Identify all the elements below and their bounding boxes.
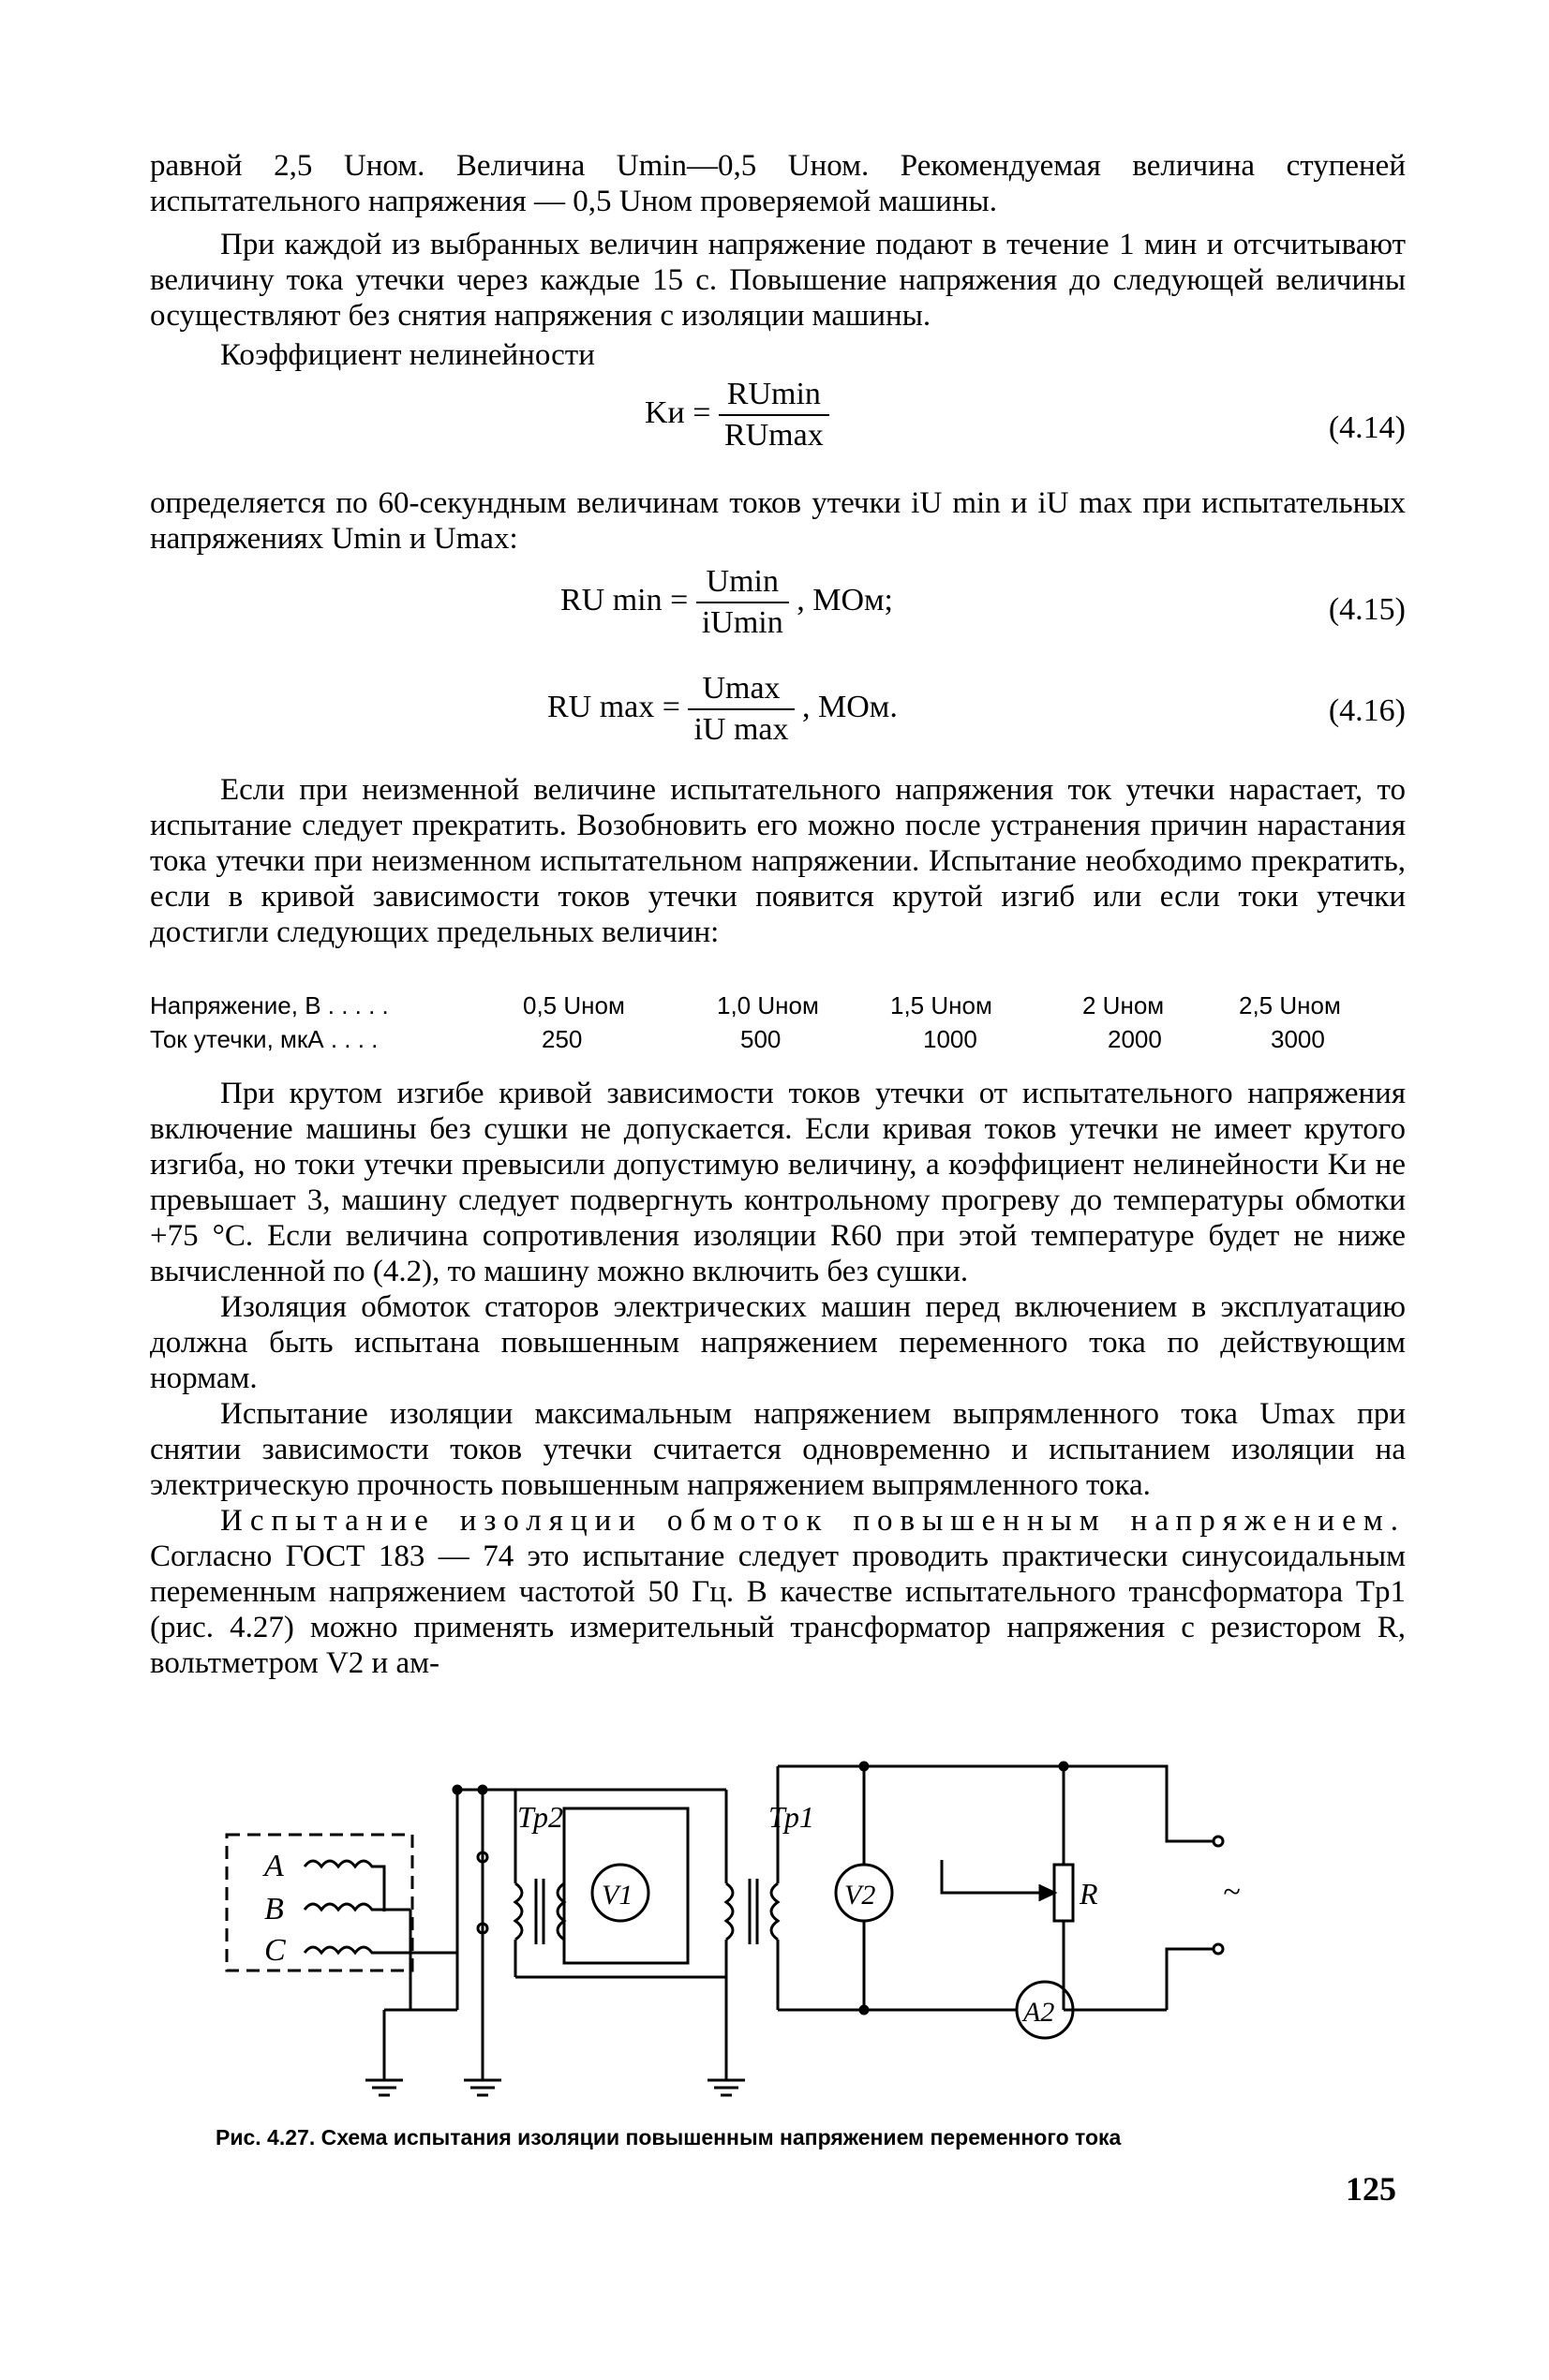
junction (860, 2006, 868, 2014)
text-block-4 (150, 1076, 1406, 1681)
eq16-lhs: RU max (547, 689, 655, 724)
equation-number-4-16: (4.16) (1328, 693, 1406, 728)
current-cell: 3000 (1271, 1025, 1325, 1053)
eq15-fraction (696, 564, 789, 641)
current-cell: 500 (740, 1025, 782, 1053)
eq15-denominator: iUmin (701, 605, 783, 640)
figure-caption: Рис. 4.27. Схема испытания изоляции повышенным напряжением переменного тока (216, 2125, 1122, 2149)
eq15-numerator: Umin (696, 564, 789, 603)
section-heading: Испытание изоляции обмоток повышенным напряжением. (220, 1504, 1406, 1538)
rheostat-slider-wire (942, 1860, 1048, 1893)
eq16-fraction (688, 671, 794, 748)
paragraph-5: Если при неизменной величине испытательного напряжения ток утечки нарастает, то испытание следует прекратить. Возобновить его можно после устранения причин нарастания тока утечки при неизменном испытательном напряжении. Испытание необходимо прекратить, если в кривой зависимости токов утечки появится крутой изгиб или если токи утечки достигли следующих предельных величин: (150, 773, 1406, 949)
winding-coil-c (305, 1947, 457, 1953)
junction (860, 1763, 868, 1770)
row-label-voltage: Напряжение, В . . . . . (150, 991, 389, 1019)
equation-4-14: Kи = $\frac{RUmin}{RUmax}$ (645, 377, 829, 454)
tp1-label: Тр1 (768, 1800, 814, 1834)
paragraph-7: Изоляция обмоток статоров электрических машин перед включением в эксплуатацию должна быть испытана повышенным напряжением переменного тока по действующим нормам. (150, 1290, 1406, 1395)
ac-source-icon: ~ (1223, 1875, 1241, 1910)
voltage-cell: 0,5 Uном (523, 991, 625, 1019)
a2-label: A2 (1023, 1997, 1055, 2028)
phase-label-c: С (264, 1933, 286, 1968)
paragraph-4: определяется по 60-секундным величинам токов утечки iU min и iU max при испытательных напряжениях Umin и Umax: (150, 486, 1406, 556)
voltage-cell: 1,5 Uном (890, 991, 992, 1019)
winding-coil-b (305, 1904, 410, 1910)
wire (1167, 1949, 1214, 2010)
wire (1064, 1766, 1214, 1841)
equation-number-4-15: (4.15) (1328, 592, 1406, 627)
row-label-current: Ток утечки, мкА . . . . (150, 1025, 379, 1053)
arrow-icon (1040, 1886, 1054, 1899)
current-cell: 2000 (1108, 1025, 1162, 1053)
terminal (1214, 1837, 1223, 1846)
phase-label-b: В (264, 1892, 284, 1926)
transformer-tp1-primary (726, 1883, 733, 1940)
text-block-top (150, 148, 1406, 373)
transformer-tp2-primary (515, 1883, 522, 1940)
voltage-cell: 2 Uном (1082, 991, 1165, 1019)
voltage-cell: 2,5 Uном (1239, 991, 1341, 1019)
eq15-lhs: RU min (560, 582, 663, 617)
paragraph-9 (150, 1503, 1406, 1681)
voltage-cell: 1,0 Uном (717, 991, 819, 1019)
eq16-numerator: Umax (688, 671, 794, 710)
junction (479, 1786, 486, 1793)
tp2-label: Тр2 (517, 1800, 563, 1834)
v2-label: V2 (844, 1880, 876, 1911)
limits-table (150, 991, 1368, 1057)
junction (454, 1786, 461, 1793)
text-block-3 (150, 772, 1406, 950)
paragraph-8: Испытание изоляции максимальным напряжением выпрямленного тока Umax при снятии зависимости токов утечки считается одновременно и испытанием изоляции на электрическую прочность повышенным напряжением выпрямленного тока. (150, 1397, 1406, 1502)
page-number: 125 (1346, 2170, 1396, 2208)
current-cell: 1000 (923, 1025, 977, 1053)
equation-4-15: RU min = $\frac{Umin}{iUmin}$ , МОм; (560, 564, 893, 640)
current-cell: 250 (542, 1025, 583, 1053)
transformer-tp1-secondary (771, 1883, 778, 1940)
eq16-unit: , МОм. (802, 689, 898, 724)
eq14-lhs: Kи (645, 394, 685, 430)
phase-label-a: А (264, 1849, 284, 1883)
v1-label: V1 (602, 1880, 633, 1911)
equation-number-4-14: (4.14) (1328, 410, 1406, 445)
text-block-2 (150, 485, 1406, 557)
paragraph-6: При крутом изгибе кривой зависимости токов утечки от испытательного напряжения включение машины без сушки не допускается. Если кривая токов утечки не имеет крутого изгиба, но токи утечки превысили допустимую величину, а коэффициент нелинейности Kи не превышает 3, машину следует подвергнуть контрольному прогреву до температуры обмотки +75 °С. Если величина сопротивления изоляции R60 при этой температуре будет не ниже вычисленной по (4.2), то машину можно включить без сушки. (150, 1077, 1406, 1288)
eq14-fraction (719, 377, 829, 454)
equation-4-16: RU max = $\frac{Umax}{\text{iU max}}$ , МОм. (547, 671, 898, 747)
paragraph-3: Коэффициент нелинейности (220, 338, 595, 372)
limits-row-current (150, 1025, 1368, 1057)
limits-row-voltage (150, 991, 1368, 1025)
paragraph-1: равной 2,5 Uном. Величина Umin—0,5 Uном. Рекомендуемая величина ступеней испытательного напряжения — 0,5 Uном проверяемой машины. (150, 149, 1406, 218)
terminal (1214, 1944, 1223, 1954)
r-label: R (1080, 1877, 1098, 1911)
paragraph-9-body: Согласно ГОСТ 183 — 74 это испытание следует проводить практически синусоидальным переменным напряжением частотой 50 Гц. В качестве испытательного трансформатора Tp1 (рис. 4.27) можно применять измерительный трансформатор напряжения с резистором R, вольтметром V2 и ам- (150, 1540, 1406, 1680)
eq16-denominator: iU max (693, 712, 789, 747)
eq15-unit: , МОм; (797, 582, 893, 617)
circuit-diagram (216, 1752, 1434, 2108)
eq14-denominator: RUmax (723, 418, 824, 453)
eq14-numerator: RUmin (719, 377, 829, 416)
paragraph-2: При каждой из выбранных величин напряжение подают в течение 1 мин и отсчитывают величину тока утечки через каждые 15 с. Повышение напряжения до следующей величины осуществляют без снятия напряжения с изоляции машины. (150, 228, 1406, 333)
